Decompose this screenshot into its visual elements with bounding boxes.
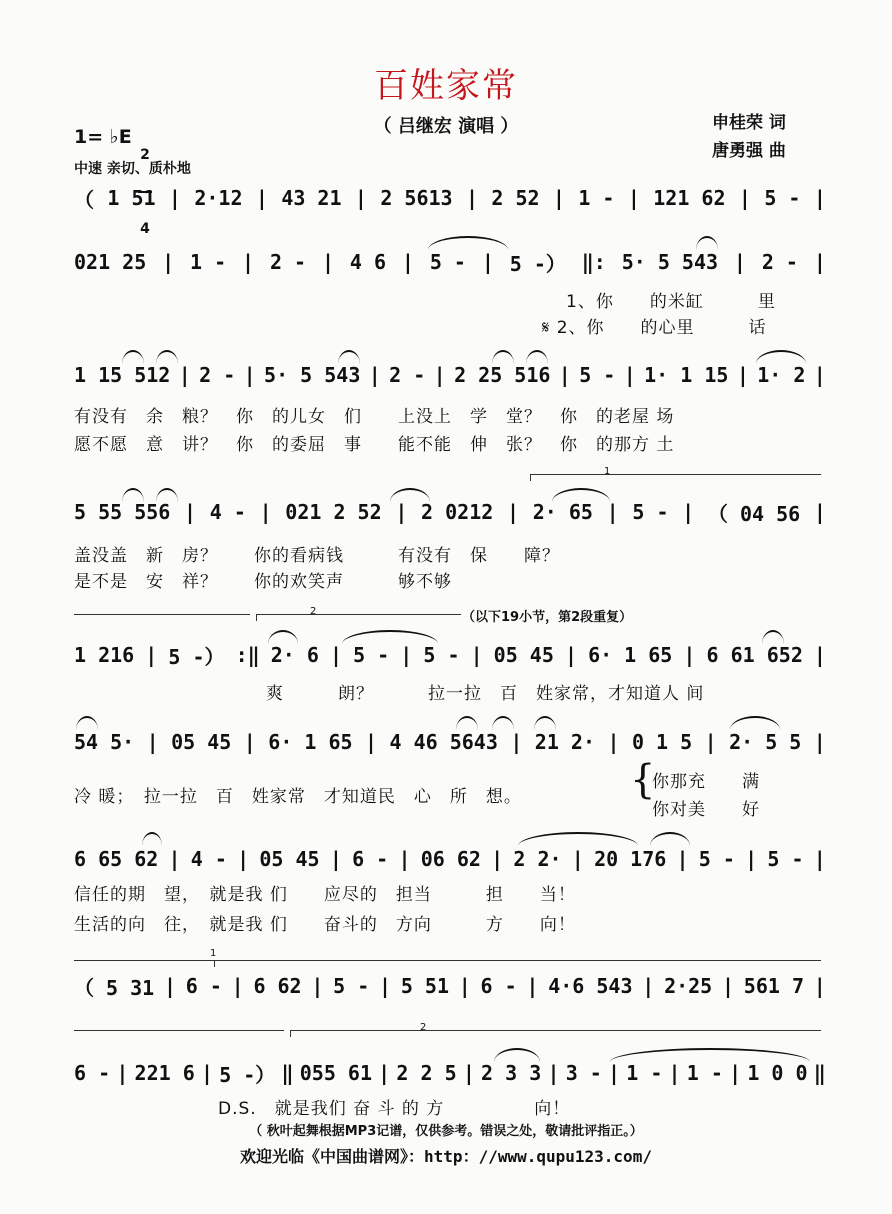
note-group: 6· 1 65 bbox=[588, 643, 673, 667]
barline: | bbox=[813, 186, 826, 210]
barline: ‖: bbox=[581, 250, 606, 274]
volta-bracket-2 bbox=[256, 614, 461, 621]
barline: :‖ bbox=[235, 643, 260, 667]
note-group: 5 - bbox=[632, 500, 669, 524]
barline: | bbox=[552, 186, 565, 210]
barline: | bbox=[627, 186, 640, 210]
barline: | bbox=[145, 643, 158, 667]
lyric-line-9a: D.S. 就是我们 奋 斗 的 方 向！ bbox=[218, 1099, 571, 1119]
note-group: 05 45 bbox=[171, 730, 232, 754]
barline: | bbox=[733, 250, 746, 274]
lyric-brace: { bbox=[630, 757, 656, 803]
barline: | bbox=[813, 500, 826, 524]
barline: | bbox=[642, 974, 655, 998]
note-group: 1· 2 bbox=[757, 363, 806, 387]
note-group: 2 2· bbox=[513, 847, 562, 871]
barline: | bbox=[354, 186, 367, 210]
note-group: 055 61 bbox=[299, 1061, 372, 1085]
barline: | bbox=[162, 250, 175, 274]
note-group: 1 - bbox=[626, 1061, 663, 1085]
barline: | bbox=[255, 186, 268, 210]
barline: | bbox=[184, 500, 197, 524]
barline: | bbox=[668, 1061, 681, 1085]
volta-bracket-2b bbox=[290, 1030, 821, 1037]
barline: | bbox=[398, 847, 411, 871]
note-group: 121 62 bbox=[653, 186, 726, 210]
note-group: 5 - bbox=[429, 250, 466, 274]
barline: | bbox=[242, 250, 255, 274]
barline: ‖ bbox=[281, 1061, 294, 1085]
barline: ‖ bbox=[813, 1061, 826, 1085]
barline: | bbox=[178, 363, 191, 387]
note-group: 2·25 bbox=[664, 974, 713, 998]
barline: | bbox=[564, 643, 577, 667]
note-group: （ bbox=[74, 187, 94, 212]
barline: | bbox=[607, 730, 620, 754]
note-group: 5 - bbox=[423, 643, 460, 667]
barline: | bbox=[510, 730, 523, 754]
note-group: 2· 6 bbox=[270, 643, 319, 667]
note-group: 5 - bbox=[333, 974, 370, 998]
note-group: 5· 5 543 bbox=[621, 250, 719, 274]
barline: | bbox=[321, 250, 335, 274]
note-group: 221 6 bbox=[134, 1061, 195, 1085]
notation-row-4 bbox=[74, 497, 826, 527]
lyric-line-7a: 信任的期 望， 就是我 们 应尽的 担当 担 当！ bbox=[74, 885, 576, 905]
note-group: 5 - bbox=[579, 363, 616, 387]
notation-row-2 bbox=[74, 247, 826, 277]
barline: | bbox=[116, 1061, 129, 1085]
note-group: 5 - bbox=[698, 847, 735, 871]
volta-line bbox=[74, 1030, 284, 1031]
barline: | bbox=[146, 730, 159, 754]
barline: | bbox=[813, 363, 826, 387]
barline: | bbox=[738, 186, 751, 210]
lyric-line-2b: 𝄋 2、你 的心里 话 bbox=[542, 318, 767, 338]
barline: | bbox=[243, 363, 256, 387]
barline: | bbox=[237, 847, 250, 871]
note-group: 5 - bbox=[764, 186, 801, 210]
tempo-marking: 中速 亲切、质朴地 bbox=[74, 161, 191, 177]
lyric-line-2a: 1、你 的米缸 里 bbox=[566, 292, 776, 312]
note-group: 6 62 bbox=[253, 974, 302, 998]
note-group: 1 - bbox=[578, 186, 615, 210]
volta-label-2b: 2 bbox=[420, 1022, 427, 1033]
notation-row-7 bbox=[74, 844, 826, 874]
note-group: 05 45 bbox=[259, 847, 320, 871]
barline: | bbox=[311, 974, 324, 998]
note-group: 5 -） bbox=[168, 644, 225, 669]
barline: | bbox=[729, 1061, 742, 1085]
note-group: 021 25 bbox=[74, 250, 147, 274]
barline: | bbox=[163, 974, 177, 998]
barline: | bbox=[736, 363, 749, 387]
lyric-line-4a: 盖没盖 新 房？ 你的看病钱 有没有 保 障？ bbox=[74, 546, 560, 566]
barline: | bbox=[259, 500, 272, 524]
barline: | bbox=[813, 847, 826, 871]
barline: | bbox=[379, 974, 392, 998]
barline: | bbox=[491, 847, 504, 871]
note-group: 4 - bbox=[209, 500, 246, 524]
barline: | bbox=[465, 186, 478, 210]
composer-credit: 唐勇强 曲 bbox=[712, 141, 786, 161]
note-group: 3 - bbox=[565, 1061, 602, 1085]
note-group: 5 55 556 bbox=[74, 500, 171, 524]
barline: | bbox=[623, 363, 636, 387]
note-group: 6 - bbox=[480, 974, 517, 998]
notation-row-5 bbox=[74, 640, 826, 670]
note-group: 5· 5 543 bbox=[264, 363, 361, 387]
song-title: 百姓家常 bbox=[374, 66, 518, 106]
barline: | bbox=[462, 1061, 475, 1085]
notation-row-8 bbox=[74, 971, 826, 1001]
barline: | bbox=[481, 250, 494, 274]
note-group: 20 176 bbox=[594, 847, 667, 871]
note-group: 6 - bbox=[185, 974, 222, 998]
site-footer: 欢迎光临《中国曲谱网》：http：//www.qupu123.com/ bbox=[240, 1147, 652, 1166]
note-group: 2 - bbox=[269, 250, 307, 274]
lyric-line-6b2: 你对美 好 bbox=[652, 800, 760, 820]
note-group: 1 15 512 bbox=[74, 363, 171, 387]
barline: | bbox=[470, 643, 483, 667]
note-group: 1 - bbox=[686, 1061, 723, 1085]
key-signature: 1= ♭E bbox=[74, 126, 132, 148]
note-group: 5 -） bbox=[219, 1062, 276, 1087]
volta-bracket-1b bbox=[214, 960, 821, 967]
note-group: 1 - bbox=[190, 250, 227, 274]
note-group: 6 61 652 bbox=[706, 643, 803, 667]
note-group: 1 51 bbox=[107, 186, 156, 210]
barline: | bbox=[400, 643, 413, 667]
barline: | bbox=[395, 500, 408, 524]
barline: | bbox=[329, 643, 343, 667]
note-group: 4 46 5643 bbox=[389, 730, 498, 754]
note-group: 05 45 bbox=[493, 643, 554, 667]
notation-row-6 bbox=[74, 727, 826, 757]
volta-label-2: 2 bbox=[310, 606, 317, 617]
barline: | bbox=[745, 847, 758, 871]
lyric-line-3a: 有没有 余 粮？ 你 的儿女 们 上没上 学 堂？ 你 的老屋 场 bbox=[74, 407, 675, 427]
barline: | bbox=[704, 730, 717, 754]
note-group: 2 3 3 bbox=[481, 1061, 542, 1085]
note-group: 2·12 bbox=[194, 186, 243, 210]
note-group: 06 62 bbox=[420, 847, 481, 871]
volta-line-1-end bbox=[74, 614, 250, 615]
notation-row-1 bbox=[74, 183, 826, 213]
barline: | bbox=[682, 500, 695, 524]
note-group: 5 -） bbox=[509, 251, 566, 276]
lyric-line-7b: 生活的向 往， 就是我 们 奋斗的 方向 方 向！ bbox=[74, 915, 576, 935]
transcription-note: （ 秋叶起舞根据MP3记谱，仅供参考。错误之处，敬请批评指正。） bbox=[249, 1124, 643, 1139]
note-group: 021 2 52 bbox=[285, 500, 382, 524]
note-group: 1 216 bbox=[74, 643, 135, 667]
barline: | bbox=[231, 974, 244, 998]
note-group: 2 25 516 bbox=[454, 363, 551, 387]
note-group: 2 52 bbox=[491, 186, 540, 210]
barline: | bbox=[683, 643, 696, 667]
barline: | bbox=[368, 363, 381, 387]
note-group: （ 04 56 bbox=[707, 501, 801, 526]
volta-line bbox=[74, 960, 214, 961]
note-group: 6 65 62 bbox=[74, 847, 159, 871]
barline: | bbox=[401, 250, 414, 274]
barline: | bbox=[547, 1061, 560, 1085]
barline: | bbox=[606, 500, 619, 524]
notation-row-9 bbox=[74, 1058, 826, 1088]
barline: | bbox=[200, 1061, 213, 1085]
note-group: 21 2· bbox=[534, 730, 596, 754]
note-group: 561 7 bbox=[743, 974, 804, 998]
notation-row-3 bbox=[74, 360, 826, 390]
note-group: 2 - bbox=[389, 363, 426, 387]
note-group: 6· 1 65 bbox=[268, 730, 353, 754]
note-group: 0 1 5 bbox=[631, 730, 693, 754]
lyric-line-5a: 爽 朗？ 拉一拉 百 姓家常，才知道人 间 bbox=[266, 684, 705, 704]
note-group: 2· 5 5 bbox=[729, 730, 802, 754]
note-group: 6 - bbox=[352, 847, 389, 871]
barline: | bbox=[608, 1061, 621, 1085]
time-signature-bottom: 4 bbox=[140, 221, 150, 237]
note-group: 2 0212 bbox=[421, 500, 494, 524]
note-group: 2 2 5 bbox=[396, 1061, 457, 1085]
barline: | bbox=[168, 847, 181, 871]
time-signature-top: 2 bbox=[140, 147, 150, 163]
note-group: 4·6 543 bbox=[548, 974, 633, 998]
note-group: 2· 65 bbox=[532, 500, 593, 524]
note-group: 2 5613 bbox=[380, 186, 453, 210]
lyric-line-3b: 愿不愿 意 讲？ 你 的委屈 事 能不能 伸 张？ 你 的那方 土 bbox=[74, 435, 675, 455]
lyric-line-6b1: 你那充 满 bbox=[652, 772, 760, 792]
barline: | bbox=[813, 974, 826, 998]
barline: | bbox=[433, 363, 446, 387]
barline: | bbox=[458, 974, 471, 998]
note-group: 2 - bbox=[761, 250, 798, 274]
barline: | bbox=[365, 730, 378, 754]
barline: | bbox=[813, 643, 826, 667]
note-group: 2 - bbox=[199, 363, 236, 387]
barline: | bbox=[813, 730, 826, 754]
lyric-line-4b: 是不是 安 祥？ 你的欢笑声 够不够 bbox=[74, 572, 452, 592]
note-group: 54 5· bbox=[74, 730, 135, 754]
note-group: 4 - bbox=[190, 847, 227, 871]
volta-bracket-1 bbox=[530, 474, 821, 481]
barline: | bbox=[558, 363, 571, 387]
volta-label-1b: 1 bbox=[210, 948, 217, 959]
barline: | bbox=[813, 250, 826, 274]
note-group: 6 - bbox=[74, 1061, 111, 1085]
note-group: 43 21 bbox=[281, 186, 342, 210]
lyric-line-6a: 冷 暖； 拉一拉 百 姓家常 才知道民 心 所 想。 bbox=[74, 787, 522, 807]
note-group: 5 - bbox=[353, 643, 390, 667]
barline: | bbox=[676, 847, 689, 871]
barline: | bbox=[506, 500, 520, 524]
barline: | bbox=[243, 730, 256, 754]
barline: | bbox=[378, 1061, 391, 1085]
barline: | bbox=[329, 847, 342, 871]
note-group: 4 6 bbox=[349, 250, 387, 274]
note-group: 5 - bbox=[767, 847, 804, 871]
note-group: 5 51 bbox=[400, 974, 449, 998]
barline: | bbox=[721, 974, 735, 998]
barline: | bbox=[168, 186, 181, 210]
lyricist-credit: 申桂荣 词 bbox=[712, 113, 786, 133]
performer-credit: （ 吕继宏 演唱 ） bbox=[373, 116, 519, 137]
barline: | bbox=[571, 847, 584, 871]
barline: | bbox=[526, 974, 539, 998]
note-group: （ 5 31 bbox=[74, 975, 155, 1000]
note-group: 1 0 0 bbox=[747, 1061, 808, 1085]
volta-label-1: 1 bbox=[604, 466, 611, 477]
note-group: 1· 1 15 bbox=[644, 363, 729, 387]
repeat-note: （以下19小节，第2段重复） bbox=[462, 610, 633, 625]
